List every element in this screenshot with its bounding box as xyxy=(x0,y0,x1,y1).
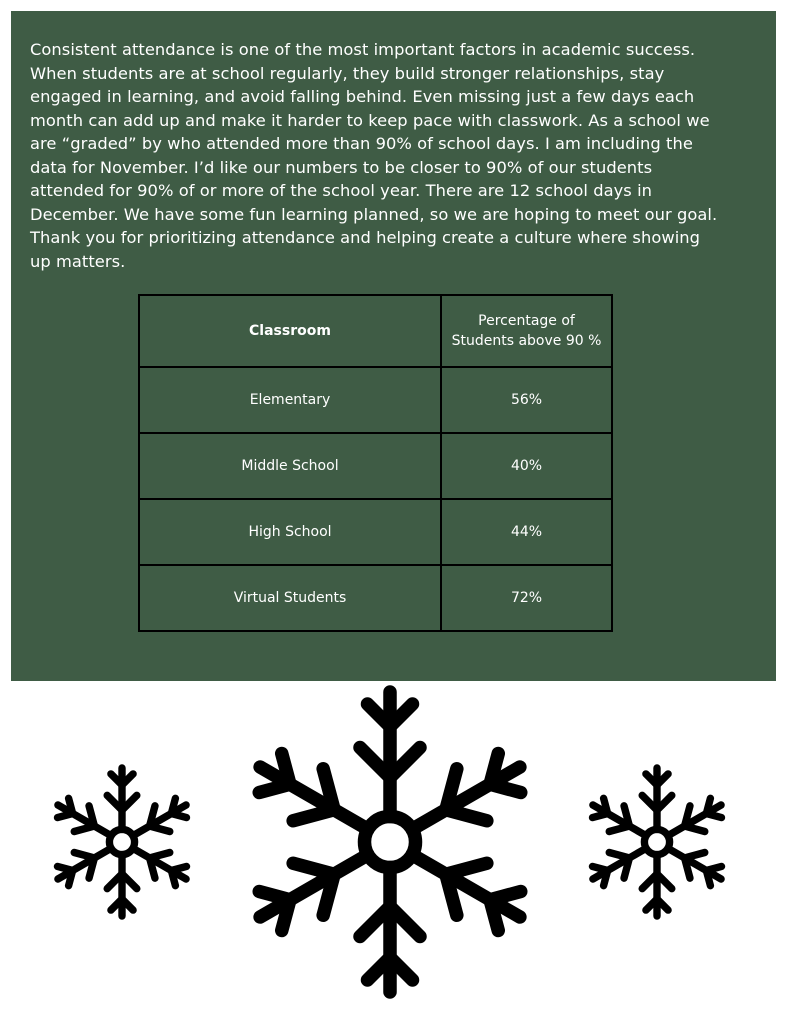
header-percentage xyxy=(441,295,612,367)
percentage-cell: 40% xyxy=(441,433,612,499)
header-percentage-line2: Students above 90 % xyxy=(451,333,602,349)
intro-line: month can add up and make it harder to keep pace with classwork. As a school we xyxy=(30,110,710,130)
snowflake-icon-center xyxy=(245,692,535,992)
table-header-row xyxy=(139,295,612,367)
attendance-table xyxy=(138,294,613,632)
intro-paragraph xyxy=(30,38,770,273)
intro-line: When students are at school regularly, they build stronger relationships, stay xyxy=(30,63,665,83)
intro-line: data for November. I’d like our numbers to be closer to 90% of our students xyxy=(30,157,653,177)
classroom-cell: Middle School xyxy=(139,433,441,499)
percentage-cell: 56% xyxy=(441,367,612,433)
table-row xyxy=(139,565,612,631)
snowflake-icon-right xyxy=(586,768,729,916)
percentage-cell: 72% xyxy=(441,565,612,631)
intro-line: up matters. xyxy=(30,251,126,271)
classroom-cell: Elementary xyxy=(139,367,441,433)
percentage-cell: 44% xyxy=(441,499,612,565)
intro-line: attended for 90% of or more of the school year. There are 12 school days in xyxy=(30,181,653,200)
table-row xyxy=(139,367,612,433)
classroom-cell: High School xyxy=(139,499,441,565)
intro-line: Consistent attendance is one of the most important factors in academic success. xyxy=(30,40,696,59)
intro-line: Thank you for prioritizing attendance and helping create a culture where showing xyxy=(30,228,701,247)
snowflakes-decoration xyxy=(0,681,791,1024)
intro-line: December. We have some fun learning planned, so we are hoping to meet our goal. xyxy=(30,204,718,224)
attendance-table-wrap xyxy=(138,294,613,632)
table-row xyxy=(139,433,612,499)
classroom-cell: Virtual Students xyxy=(139,565,441,631)
intro-line: engaged in learning, and avoid falling behind. Even missing just a few days each xyxy=(30,87,695,106)
header-percentage-line1: Percentage of xyxy=(478,313,575,329)
table-row xyxy=(139,499,612,565)
header-classroom: Classroom xyxy=(139,295,441,367)
snowflake-icon-left xyxy=(51,768,194,916)
attendance-panel xyxy=(11,11,776,681)
intro-line: are “graded” by who attended more than 90% of school days. I am including the xyxy=(30,134,693,153)
